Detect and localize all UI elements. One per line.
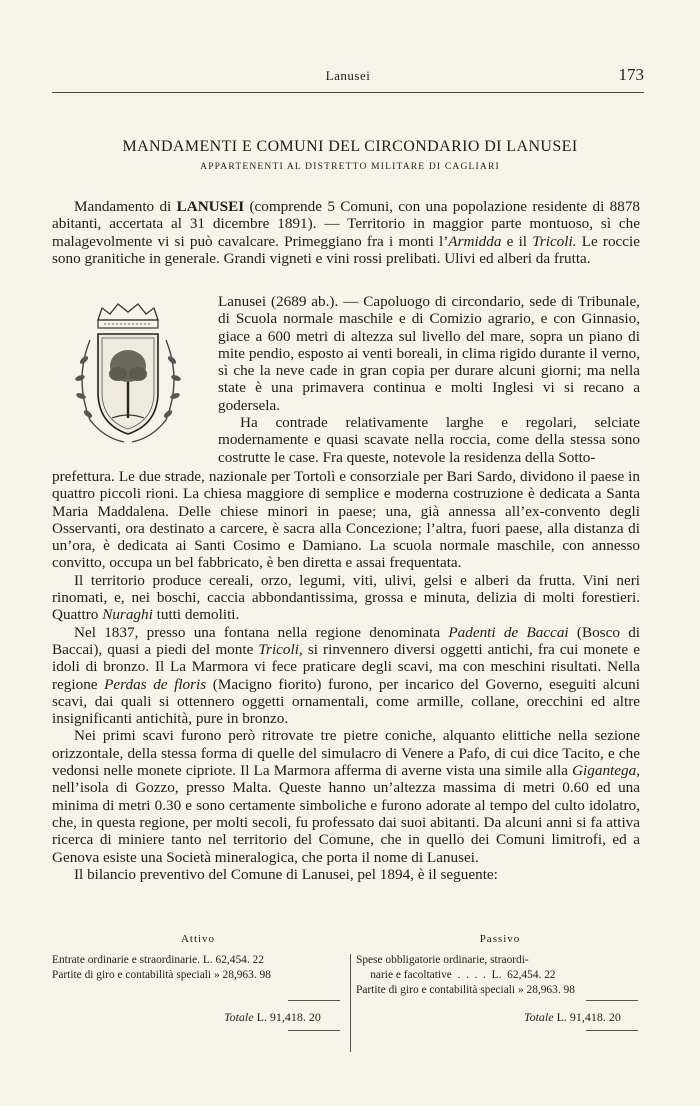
column-divider xyxy=(350,954,351,1052)
attivo-total: Totale L. 91,418. 20 xyxy=(224,1010,321,1024)
passivo-row: narie e facoltative . . . . L. 62,454. 22 xyxy=(356,969,556,981)
attivo-row: Entrate ordinarie e straordinarie. L. 62,454. 22 xyxy=(52,954,264,966)
running-title: Lanusei xyxy=(325,68,371,83)
total-rule xyxy=(586,1030,638,1031)
passivo-column xyxy=(356,932,644,998)
intro-paragraph: Mandamento di LANUSEI (comprende 5 Comuni, con una popolazione residente di 8878 abitanti, accertata al 31 dicembre 1891). — Territorio in maggior parte montuoso, sì che malagevolmente vi si può cavalcare. Primeggiano fra i monti l’Armidda e il Tricoli. Le roccie sono granitiche in generale. Grandi vigneti e vini rossi prelibati. Ulivi ed alberi da frutta. xyxy=(52,198,641,267)
mandamento-name: LANUSEI xyxy=(176,198,245,215)
page-number: 173 xyxy=(618,65,644,84)
section-subtitle: APPARTENENTI AL DISTRETTO MILITARE DI CAGLIARI xyxy=(200,162,500,172)
passivo-heading: Passivo xyxy=(479,933,521,945)
passivo-total: Totale L. 91,418. 20 xyxy=(524,1010,621,1024)
sum-rule xyxy=(288,1000,340,1001)
passivo-row: Spese obbligatorie ordinarie, straordi- xyxy=(356,954,529,966)
passivo-row: Partite di giro e contabilità speciali » 28,963. 98 xyxy=(356,984,575,996)
sum-rule xyxy=(586,1000,638,1001)
attivo-heading: Attivo xyxy=(180,933,216,945)
total-rule xyxy=(288,1030,340,1031)
section-title: MANDAMENTI E COMUNI DEL CIRCONDARIO DI LANUSEI xyxy=(122,138,578,155)
coat-of-arms-icon xyxy=(68,300,188,450)
attivo-row: Partite di giro e contabilità speciali » 28,963. 98 xyxy=(52,969,271,981)
page-header xyxy=(52,66,644,88)
lanusei-description: Lanusei (2689 ab.). — Capoluogo di circondario, sede di Tribunale, di Scuola normale maschile e di Comizio agrario, e con Ginnasio, giace a 600 metri di altezza sul livello del mare, sopra un piano di mite pendio, esposto ai venti boreali, in clima rigido durante il verno, sì che la neve cade in gran copia per durare alcuni giorni; ma nella state è una primavera continua e molti Inglesi vi si recano a godersela. Ha contrade relativamente larghe e regolari, selciate modernamente e quasi scavate nella roccia, come della stessa sono costrutte le case. Fra queste, notevole la residenza della Sotto- xyxy=(218,293,640,466)
body-text: prefettura. Le due strade, nazionale per Tortolì e consorziale per Bari Sardo, dividono il paese in quattro piccoli rioni. La chiesa maggiore di semplice e moderna costruzione è dedicata a Santa Maria Maddalena. Delle chiese minori in paese; una, già annessa all’ex-convento degli Osservanti, ora destinato a carcere, è sacra alla Concezione; l’altra, fuori paese, alla distanza di un’ora, è dedicata ai Santi Cosimo e Damiano. La scuola normale maschile, con annesso convitto, occupa un bel fabbricato, è ben diretta e assai frequentata. Il territorio produce cereali, orzo, legumi, viti, ulivi, gelsi e alberi da frutta. Vini neri rinomati, e, nei boschi, caccia abbondantissima, grossa e minuta, delizia di molti forestieri. Quattro Nuraghi tutti demoliti. Nel 1837, presso una fontana nella regione denominata Padenti de Baccai (Bosco di Baccai), quasi a piedi del monte Tricoli, si rinvennero diversi oggetti antichi, fra cui monete e idoli di bronzo. Il La Marmora vi fece praticare degli scavi, ma con meschini risultati. Nella regione Perdas de floris (Macigno fiorito) furono, per incarico del Governo, eseguiti alcuni scavi, dai quali si ottennero oggetti ornamentali, come armille, collane, orecchini ed altre insignificanti antichità, pure in bronzo. Nei primi scavi furono però ritrovate tre pietre coniche, alquanto elittiche nella sezione orizzontale, della stessa forma di quelle del simulacro di Venere a Pafo, di cui dice Tacito, e che vedonsi nelle monete cipriote. Il La Marmora afferma di averne vista una simile alla Gigantega, nell’isola di Gozzo, presso Malta. Queste hanno un’altezza massima di metri 0.60 ed una minima di metri 0.30 e sono certamente simboliche e furono adorate al tempo del culto idolatro, che, in questa regione, per molti secoli, fu professato dai suoi abitanti. Da alcuni anni si fa attiva ricerca di miniere tanto nel territorio del Comune, che in quello dei Comuni limitrofi, ed a Genova esiste una Società mineralogica, che porta il nome di Lanusei. Il bilancio preventivo del Comune di Lanusei, pel 1894, è il seguente: xyxy=(52,468,641,883)
header-rule xyxy=(52,92,644,93)
attivo-column xyxy=(52,932,344,983)
